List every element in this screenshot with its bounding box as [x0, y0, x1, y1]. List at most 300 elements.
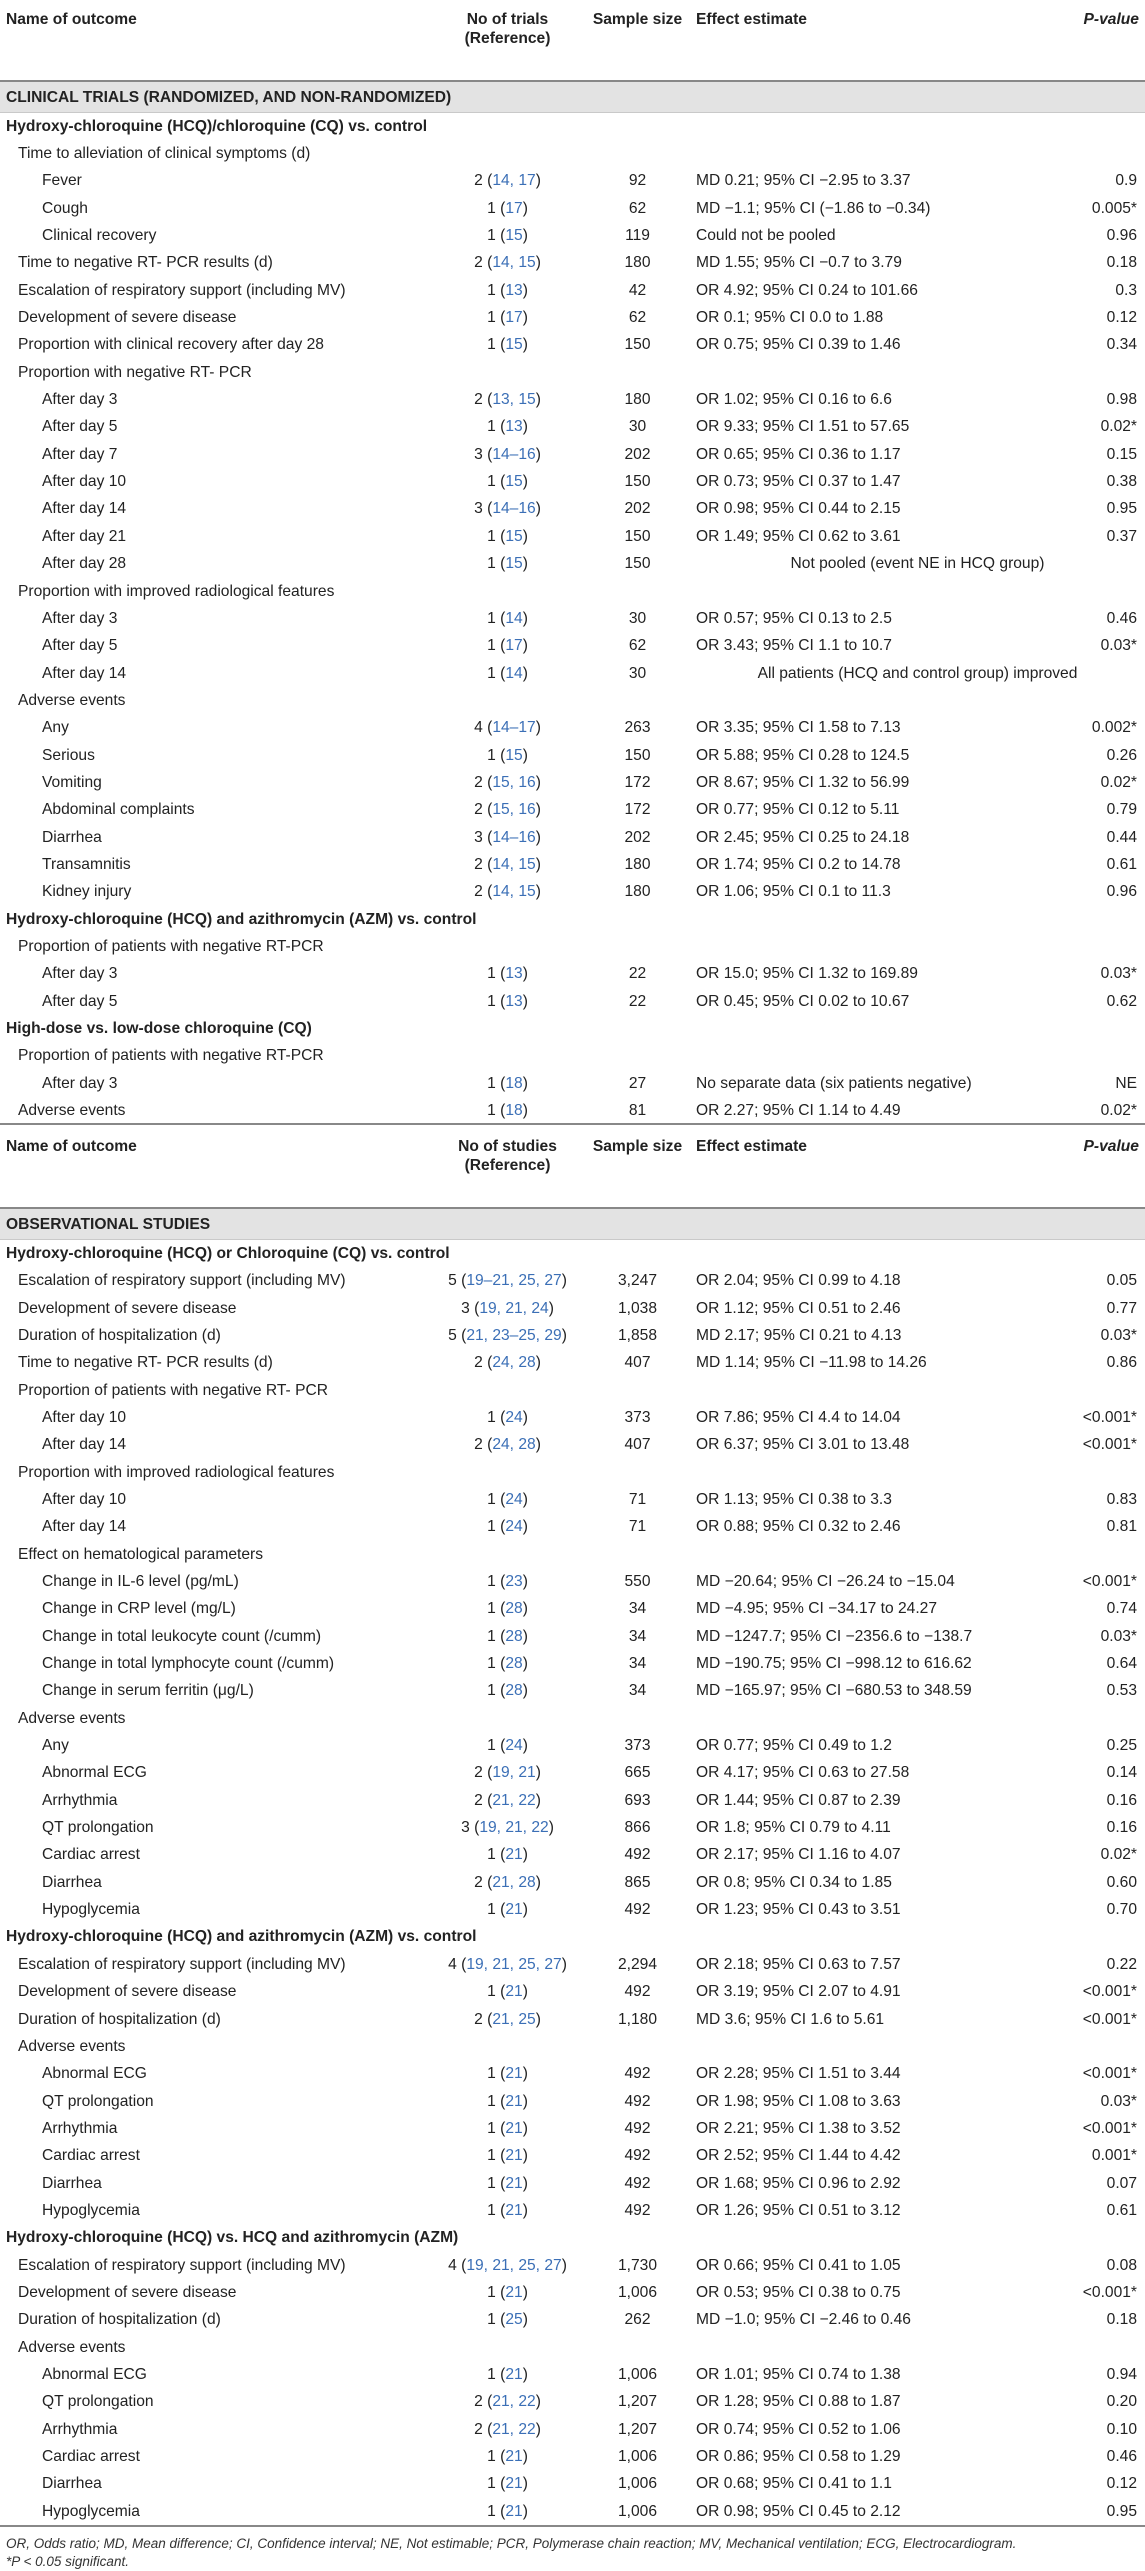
effect-estimate: OR 1.8; 95% CI 0.79 to 4.11	[696, 1819, 891, 1837]
outcome-name: QT prolongation	[42, 1819, 154, 1837]
trial-count-cell	[430, 222, 585, 249]
p-value: 0.3	[1115, 281, 1137, 299]
outcome-row	[0, 2060, 1145, 2087]
outcome-name: Hypoglycemia	[42, 2201, 140, 2219]
outcome-name: Time to negative RT- PCR results (d)	[18, 1354, 273, 1372]
trial-count-cell	[430, 2005, 585, 2032]
reference-link[interactable]: 14, 15	[492, 855, 536, 873]
trial-count: 1	[487, 1518, 496, 1536]
reference-link[interactable]: 24	[505, 1518, 523, 1536]
effect-estimate: OR 3.43; 95% CI 1.1 to 10.7	[696, 637, 892, 655]
trial-count-cell	[430, 277, 585, 304]
reference-open: (	[495, 2502, 506, 2520]
outcome-name: After day 14	[42, 1436, 127, 1454]
outcome-row	[0, 741, 1145, 768]
trial-count-cell	[430, 167, 585, 194]
trial-count: 3	[474, 445, 483, 463]
effect-estimate: OR 1.23; 95% CI 0.43 to 3.51	[696, 1901, 901, 1919]
reference-close: )	[535, 1436, 541, 1454]
outcome-name: Fever	[42, 172, 82, 190]
reference-open: (	[495, 199, 506, 217]
reference-open: (	[495, 2283, 506, 2301]
p-value: 0.12	[1106, 309, 1137, 327]
trial-count-cell	[430, 2361, 585, 2388]
sample-size: 180	[624, 883, 651, 901]
trial-count: 2	[474, 773, 483, 791]
outcome-row	[0, 468, 1145, 495]
effect-estimate: OR 1.01; 95% CI 0.74 to 1.38	[696, 2365, 901, 2383]
outcome-name: After day 3	[42, 391, 118, 409]
header-effect-estimate: Effect estimate	[690, 0, 1065, 81]
reference-link[interactable]: 21	[505, 2448, 523, 2466]
trial-count: 2	[474, 1354, 483, 1372]
trial-count-cell	[430, 1650, 585, 1677]
outcome-row	[0, 714, 1145, 741]
reference-link[interactable]: 15	[505, 527, 523, 545]
reference-open: (	[482, 773, 493, 791]
outcome-category: Proportion with negative RT- PCR	[18, 363, 252, 381]
outcome-row	[0, 1568, 1145, 1595]
p-value: 0.07	[1106, 2174, 1137, 2192]
reference-link[interactable]: 24	[505, 1408, 523, 1426]
p-value: 0.02*	[1100, 1846, 1137, 1864]
outcome-name: Cough	[42, 199, 88, 217]
reference-open: (	[495, 965, 506, 983]
outcome-row	[0, 523, 1145, 550]
outcome-name: Diarrhea	[42, 1873, 102, 1891]
sample-size: 1,006	[617, 2502, 658, 2520]
reference-close: )	[522, 1682, 528, 1700]
outcome-row	[0, 1595, 1145, 1622]
p-value: 0.46	[1106, 2448, 1137, 2466]
trial-count-cell	[430, 550, 585, 577]
trial-count: 1	[487, 2475, 496, 2493]
reference-close: )	[522, 746, 528, 764]
reference-open: (	[482, 883, 493, 901]
reference-link[interactable]: 28	[505, 1627, 523, 1645]
reference-link[interactable]: 21	[505, 2119, 523, 2137]
trial-count: 5	[448, 1272, 457, 1290]
clinical-trials-body	[0, 0, 1145, 1124]
trial-count: 2	[474, 1791, 483, 1809]
trial-count: 3	[474, 500, 483, 518]
reference-link[interactable]: 14–16	[492, 500, 536, 518]
outcome-row	[0, 1787, 1145, 1814]
sample-size: 866	[624, 1819, 651, 1837]
reference-link[interactable]: 19–21, 25, 27	[466, 1272, 562, 1290]
reference-open: (	[495, 609, 506, 627]
trial-count: 1	[487, 227, 496, 245]
trial-count: 1	[487, 2365, 496, 2383]
reference-open: (	[482, 254, 493, 272]
outcome-name: After day 14	[42, 1518, 127, 1536]
reference-link[interactable]: 21, 22	[492, 2393, 536, 2411]
p-value: 0.16	[1106, 1819, 1137, 1837]
outcome-row	[0, 1070, 1145, 1097]
reference-link[interactable]: 15	[505, 746, 523, 764]
trial-count-cell	[430, 851, 585, 878]
reference-link[interactable]: 21	[505, 2475, 523, 2493]
p-value: 0.10	[1106, 2420, 1137, 2438]
reference-link[interactable]: 24	[505, 1490, 523, 1508]
pooling-note: All patients (HCQ and control group) improved	[757, 664, 1078, 682]
comparison-group-title: Hydroxy-chloroquine (HCQ) vs. HCQ and azithromycin (AZM)	[6, 2229, 459, 2247]
reference-close: )	[535, 391, 541, 409]
sample-size: 665	[624, 1764, 651, 1782]
p-value: 0.83	[1106, 1490, 1137, 1508]
reference-close: )	[535, 445, 541, 463]
reference-close: )	[522, 992, 528, 1010]
reference-link[interactable]: 21	[505, 2502, 523, 2520]
trial-count-cell	[430, 714, 585, 741]
trial-count: 1	[487, 2147, 496, 2165]
reference-link[interactable]: 28	[505, 1655, 523, 1673]
p-value: 0.18	[1106, 2311, 1137, 2329]
sample-size: 2,294	[617, 1955, 658, 1973]
sample-size: 27	[628, 1074, 647, 1092]
reference-link[interactable]: 15, 16	[492, 801, 536, 819]
reference-link[interactable]: 17	[505, 637, 523, 655]
outcome-category: Adverse events	[18, 2037, 126, 2055]
reference-close: )	[522, 2365, 528, 2383]
outcome-row	[0, 2470, 1145, 2497]
outcome-row	[0, 1732, 1145, 1759]
reference-link[interactable]: 14–17	[492, 719, 536, 737]
outcome-row	[0, 1294, 1145, 1321]
reference-link[interactable]: 25	[505, 2311, 523, 2329]
p-value: 0.03*	[1100, 2092, 1137, 2110]
reference-close: )	[522, 2283, 528, 2301]
p-value: 0.08	[1106, 2256, 1137, 2274]
reference-link[interactable]: 24, 28	[492, 1436, 536, 1454]
outcome-row	[0, 659, 1145, 686]
reference-open: (	[495, 1490, 506, 1508]
reference-close: )	[522, 1074, 528, 1092]
reference-close: )	[522, 2502, 528, 2520]
sample-size: 492	[624, 1901, 651, 1919]
sample-size: 1,730	[617, 2256, 658, 2274]
reference-open: (	[495, 227, 506, 245]
trial-count-cell	[430, 386, 585, 413]
sample-size: 492	[624, 2201, 651, 2219]
effect-estimate: OR 1.44; 95% CI 0.87 to 2.39	[696, 1791, 901, 1809]
reference-link[interactable]: 21	[505, 2201, 523, 2219]
reference-open: (	[495, 1655, 506, 1673]
reference-open: (	[456, 1272, 467, 1290]
trial-count: 2	[474, 801, 483, 819]
reference-link[interactable]: 21	[505, 2065, 523, 2083]
section-title: CLINICAL TRIALS (RANDOMIZED, AND NON-RANDOMIZED)	[0, 81, 1145, 113]
reference-link[interactable]: 13	[505, 418, 523, 436]
outcome-category-row	[0, 140, 1145, 167]
reference-close: )	[522, 1490, 528, 1508]
reference-open: (	[495, 1627, 506, 1645]
sample-size: 180	[624, 855, 651, 873]
trial-count: 2	[474, 2420, 483, 2438]
reference-link[interactable]: 28	[505, 1682, 523, 1700]
reference-open: (	[456, 1326, 467, 1344]
reference-link[interactable]: 14, 15	[492, 883, 536, 901]
reference-link[interactable]: 17	[505, 199, 523, 217]
effect-estimate: MD 1.14; 95% CI −11.98 to 14.26	[696, 1354, 927, 1372]
trial-count-cell	[430, 878, 585, 905]
p-value: 0.74	[1106, 1600, 1137, 1618]
reference-link[interactable]: 19, 21, 25, 27	[466, 2256, 562, 2274]
outcome-row	[0, 1951, 1145, 1978]
effect-estimate: MD −1.1; 95% CI (−1.86 to −0.34)	[696, 199, 931, 217]
trial-count-cell	[430, 441, 585, 468]
sample-size: 492	[624, 2174, 651, 2192]
reference-link[interactable]: 21	[505, 1901, 523, 1919]
reference-link[interactable]: 21	[505, 1983, 523, 2001]
outcome-row	[0, 1267, 1145, 1294]
outcome-row	[0, 796, 1145, 823]
outcome-name: After day 3	[42, 609, 118, 627]
sample-size: 865	[624, 1873, 651, 1891]
trial-count: 1	[487, 965, 496, 983]
reference-link[interactable]: 19, 21	[492, 1764, 536, 1782]
outcome-name: Cardiac arrest	[42, 2147, 140, 2165]
reference-link[interactable]: 14–16	[492, 828, 536, 846]
outcome-row	[0, 331, 1145, 358]
reference-close: )	[522, 965, 528, 983]
outcome-category: Proportion with improved radiological features	[18, 1463, 335, 1481]
trial-count-cell	[430, 1787, 585, 1814]
reference-close: )	[535, 1873, 541, 1891]
effect-estimate: OR 0.53; 95% CI 0.38 to 0.75	[696, 2283, 901, 2301]
reference-link[interactable]: 13	[505, 992, 523, 1010]
reference-link[interactable]: 21, 22	[492, 2420, 536, 2438]
comparison-group-row	[0, 2224, 1145, 2251]
effect-estimate: OR 2.28; 95% CI 1.51 to 3.44	[696, 2065, 901, 2083]
sample-size: 42	[628, 281, 647, 299]
reference-link[interactable]: 14	[505, 664, 523, 682]
sample-size: 492	[624, 2119, 651, 2137]
effect-estimate: OR 1.02; 95% CI 0.16 to 6.6	[696, 391, 892, 409]
sample-size: 81	[628, 1101, 647, 1119]
reference-open: (	[495, 2092, 506, 2110]
reference-open: (	[482, 172, 493, 190]
reference-link[interactable]: 21	[505, 2365, 523, 2383]
effect-estimate: OR 1.12; 95% CI 0.51 to 2.46	[696, 1299, 901, 1317]
outcome-row	[0, 2416, 1145, 2443]
reference-close: )	[561, 1272, 567, 1290]
header-p-value: P-value	[1065, 0, 1145, 81]
reference-open: (	[495, 1573, 506, 1591]
reference-link[interactable]: 13, 15	[492, 391, 536, 409]
reference-link[interactable]: 21	[505, 2147, 523, 2165]
reference-link[interactable]: 23	[505, 1573, 523, 1591]
reference-close: )	[535, 883, 541, 901]
reference-open: (	[495, 1983, 506, 2001]
reference-open: (	[456, 1955, 467, 1973]
reference-close: )	[535, 1354, 541, 1372]
effect-estimate: OR 0.66; 95% CI 0.41 to 1.05	[696, 2256, 901, 2274]
trial-count: 2	[474, 883, 483, 901]
trial-count: 1	[487, 2065, 496, 2083]
p-value: 0.03*	[1100, 637, 1137, 655]
trial-count-cell	[430, 195, 585, 222]
trial-count: 3	[474, 828, 483, 846]
reference-link[interactable]: 15, 16	[492, 773, 536, 791]
reference-link[interactable]: 15	[505, 336, 523, 354]
outcome-row	[0, 195, 1145, 222]
trial-count: 1	[487, 555, 496, 573]
effect-estimate: OR 0.45; 95% CI 0.02 to 10.67	[696, 992, 910, 1010]
trial-count-cell	[430, 2306, 585, 2333]
reference-open: (	[482, 801, 493, 819]
outcome-name: Duration of hospitalization (d)	[18, 1326, 221, 1344]
outcome-category: Adverse events	[18, 2338, 126, 2356]
outcome-category: Adverse events	[18, 1709, 126, 1727]
outcome-row	[0, 988, 1145, 1015]
reference-link[interactable]: 13	[505, 281, 523, 299]
trial-count: 2	[474, 2010, 483, 2028]
trial-count-cell	[430, 2115, 585, 2142]
reference-link[interactable]: 21, 22	[492, 1791, 536, 1809]
column-header-row	[0, 0, 1145, 81]
reference-link[interactable]: 17	[505, 309, 523, 327]
effect-estimate: OR 5.88; 95% CI 0.28 to 124.5	[696, 746, 910, 764]
outcome-name: QT prolongation	[42, 2092, 154, 2110]
reference-open: (	[469, 1299, 480, 1317]
trial-count: 1	[487, 2283, 496, 2301]
section-clinical-trials	[0, 81, 1145, 113]
trial-count: 2	[474, 855, 483, 873]
outcome-name: Development of severe disease	[18, 1983, 237, 2001]
reference-link[interactable]: 14, 15	[492, 254, 536, 272]
outcome-name: Time to negative RT- PCR results (d)	[18, 254, 273, 272]
sample-size: 202	[624, 500, 651, 518]
reference-link[interactable]: 28	[505, 1600, 523, 1618]
trial-count-cell	[430, 249, 585, 276]
effect-estimate: OR 0.77; 95% CI 0.49 to 1.2	[696, 1737, 892, 1755]
outcome-category: Proportion with improved radiological features	[18, 582, 335, 600]
reference-link[interactable]: 24	[505, 1737, 523, 1755]
sample-size: 30	[628, 609, 647, 627]
reference-link[interactable]: 21	[505, 2283, 523, 2301]
effect-estimate: OR 0.74; 95% CI 0.52 to 1.06	[696, 2420, 901, 2438]
trial-count: 1	[487, 473, 496, 491]
trial-count-cell	[430, 523, 585, 550]
reference-close: )	[522, 664, 528, 682]
outcome-name: After day 3	[42, 965, 118, 983]
outcome-category: Proportion of patients with negative RT- PCR	[18, 1381, 329, 1399]
reference-link[interactable]: 18	[505, 1101, 523, 1119]
outcome-name: Serious	[42, 746, 95, 764]
effect-estimate: OR 0.8; 95% CI 0.34 to 1.85	[696, 1873, 892, 1891]
trial-count-cell	[430, 2060, 585, 2087]
outcome-row	[0, 823, 1145, 850]
outcome-row	[0, 2361, 1145, 2388]
sample-size: 34	[628, 1627, 647, 1645]
reference-link[interactable]: 15	[505, 473, 523, 491]
outcome-name: Any	[42, 719, 69, 737]
outcome-row	[0, 2169, 1145, 2196]
header-outcome: Name of outcome	[0, 1124, 430, 1208]
reference-link[interactable]: 24, 28	[492, 1354, 536, 1372]
reference-link[interactable]: 21, 25	[492, 2010, 536, 2028]
reference-open: (	[482, 719, 493, 737]
reference-link[interactable]: 21	[505, 1846, 523, 1864]
outcome-name: Change in total leukocyte count (/cumm)	[42, 1627, 322, 1645]
outcome-category: Proportion of patients with negative RT-PCR	[18, 1047, 324, 1065]
reference-link[interactable]: 15	[505, 227, 523, 245]
outcome-category-row	[0, 2333, 1145, 2360]
outcome-category: Time to alleviation of clinical symptoms (d)	[18, 145, 311, 163]
sample-size: 92	[628, 172, 647, 190]
reference-link[interactable]: 14, 17	[492, 172, 536, 190]
reference-link[interactable]: 21	[505, 2092, 523, 2110]
reference-link[interactable]: 18	[505, 1074, 523, 1092]
trial-count: 1	[487, 2119, 496, 2137]
reference-link[interactable]: 21, 23–25, 29	[466, 1326, 562, 1344]
reference-link[interactable]: 14–16	[492, 445, 536, 463]
header-outcome: Name of outcome	[0, 0, 430, 81]
outcome-name: After day 10	[42, 473, 127, 491]
outcome-name: After day 5	[42, 992, 118, 1010]
sample-size: 71	[628, 1518, 647, 1536]
outcome-name: Cardiac arrest	[42, 1846, 140, 1864]
outcome-row	[0, 495, 1145, 522]
sample-size: 550	[624, 1573, 651, 1591]
trial-count-cell	[430, 1841, 585, 1868]
trial-count: 1	[487, 2174, 496, 2192]
reference-open: (	[482, 1791, 493, 1809]
outcome-name: After day 21	[42, 527, 127, 545]
reference-link[interactable]: 19, 21, 22	[479, 1819, 549, 1837]
reference-link[interactable]: 19, 21, 24	[479, 1299, 549, 1317]
outcome-name: After day 7	[42, 445, 118, 463]
p-value: 0.002*	[1091, 719, 1137, 737]
trial-count: 2	[474, 1764, 483, 1782]
reference-link[interactable]: 21	[505, 2174, 523, 2192]
reference-link[interactable]: 14	[505, 609, 523, 627]
effect-estimate: OR 2.21; 95% CI 1.38 to 3.52	[696, 2119, 901, 2137]
reference-open: (	[456, 2256, 467, 2274]
reference-close: )	[522, 1573, 528, 1591]
outcome-row	[0, 1349, 1145, 1376]
reference-link[interactable]: 13	[505, 965, 523, 983]
reference-link[interactable]: 15	[505, 555, 523, 573]
reference-open: (	[495, 2475, 506, 2493]
header-effect-estimate: Effect estimate	[690, 1124, 1065, 1208]
sample-size: 150	[624, 746, 651, 764]
trial-count: 4	[474, 719, 483, 737]
trial-count-cell	[430, 741, 585, 768]
reference-open: (	[495, 992, 506, 1010]
pooling-note: Not pooled (event NE in HCQ group)	[790, 555, 1045, 573]
reference-open: (	[495, 336, 506, 354]
effect-estimate: MD −1247.7; 95% CI −2356.6 to −138.7	[696, 1627, 973, 1645]
trial-count: 1	[487, 1490, 496, 1508]
reference-link[interactable]: 21, 28	[492, 1873, 536, 1891]
outcome-row	[0, 249, 1145, 276]
reference-open: (	[495, 473, 506, 491]
reference-close: )	[522, 1655, 528, 1673]
reference-close: )	[535, 828, 541, 846]
trial-count: 3	[461, 1819, 470, 1837]
trial-count: 1	[487, 2448, 496, 2466]
outcome-row	[0, 851, 1145, 878]
reference-close: )	[522, 1627, 528, 1645]
p-value: 0.70	[1106, 1901, 1137, 1919]
trial-count-cell	[430, 1814, 585, 1841]
reference-link[interactable]: 19, 21, 25, 27	[466, 1955, 562, 1973]
outcome-row	[0, 2115, 1145, 2142]
outcome-row	[0, 2498, 1145, 2525]
p-value: <0.001*	[1082, 2010, 1137, 2028]
